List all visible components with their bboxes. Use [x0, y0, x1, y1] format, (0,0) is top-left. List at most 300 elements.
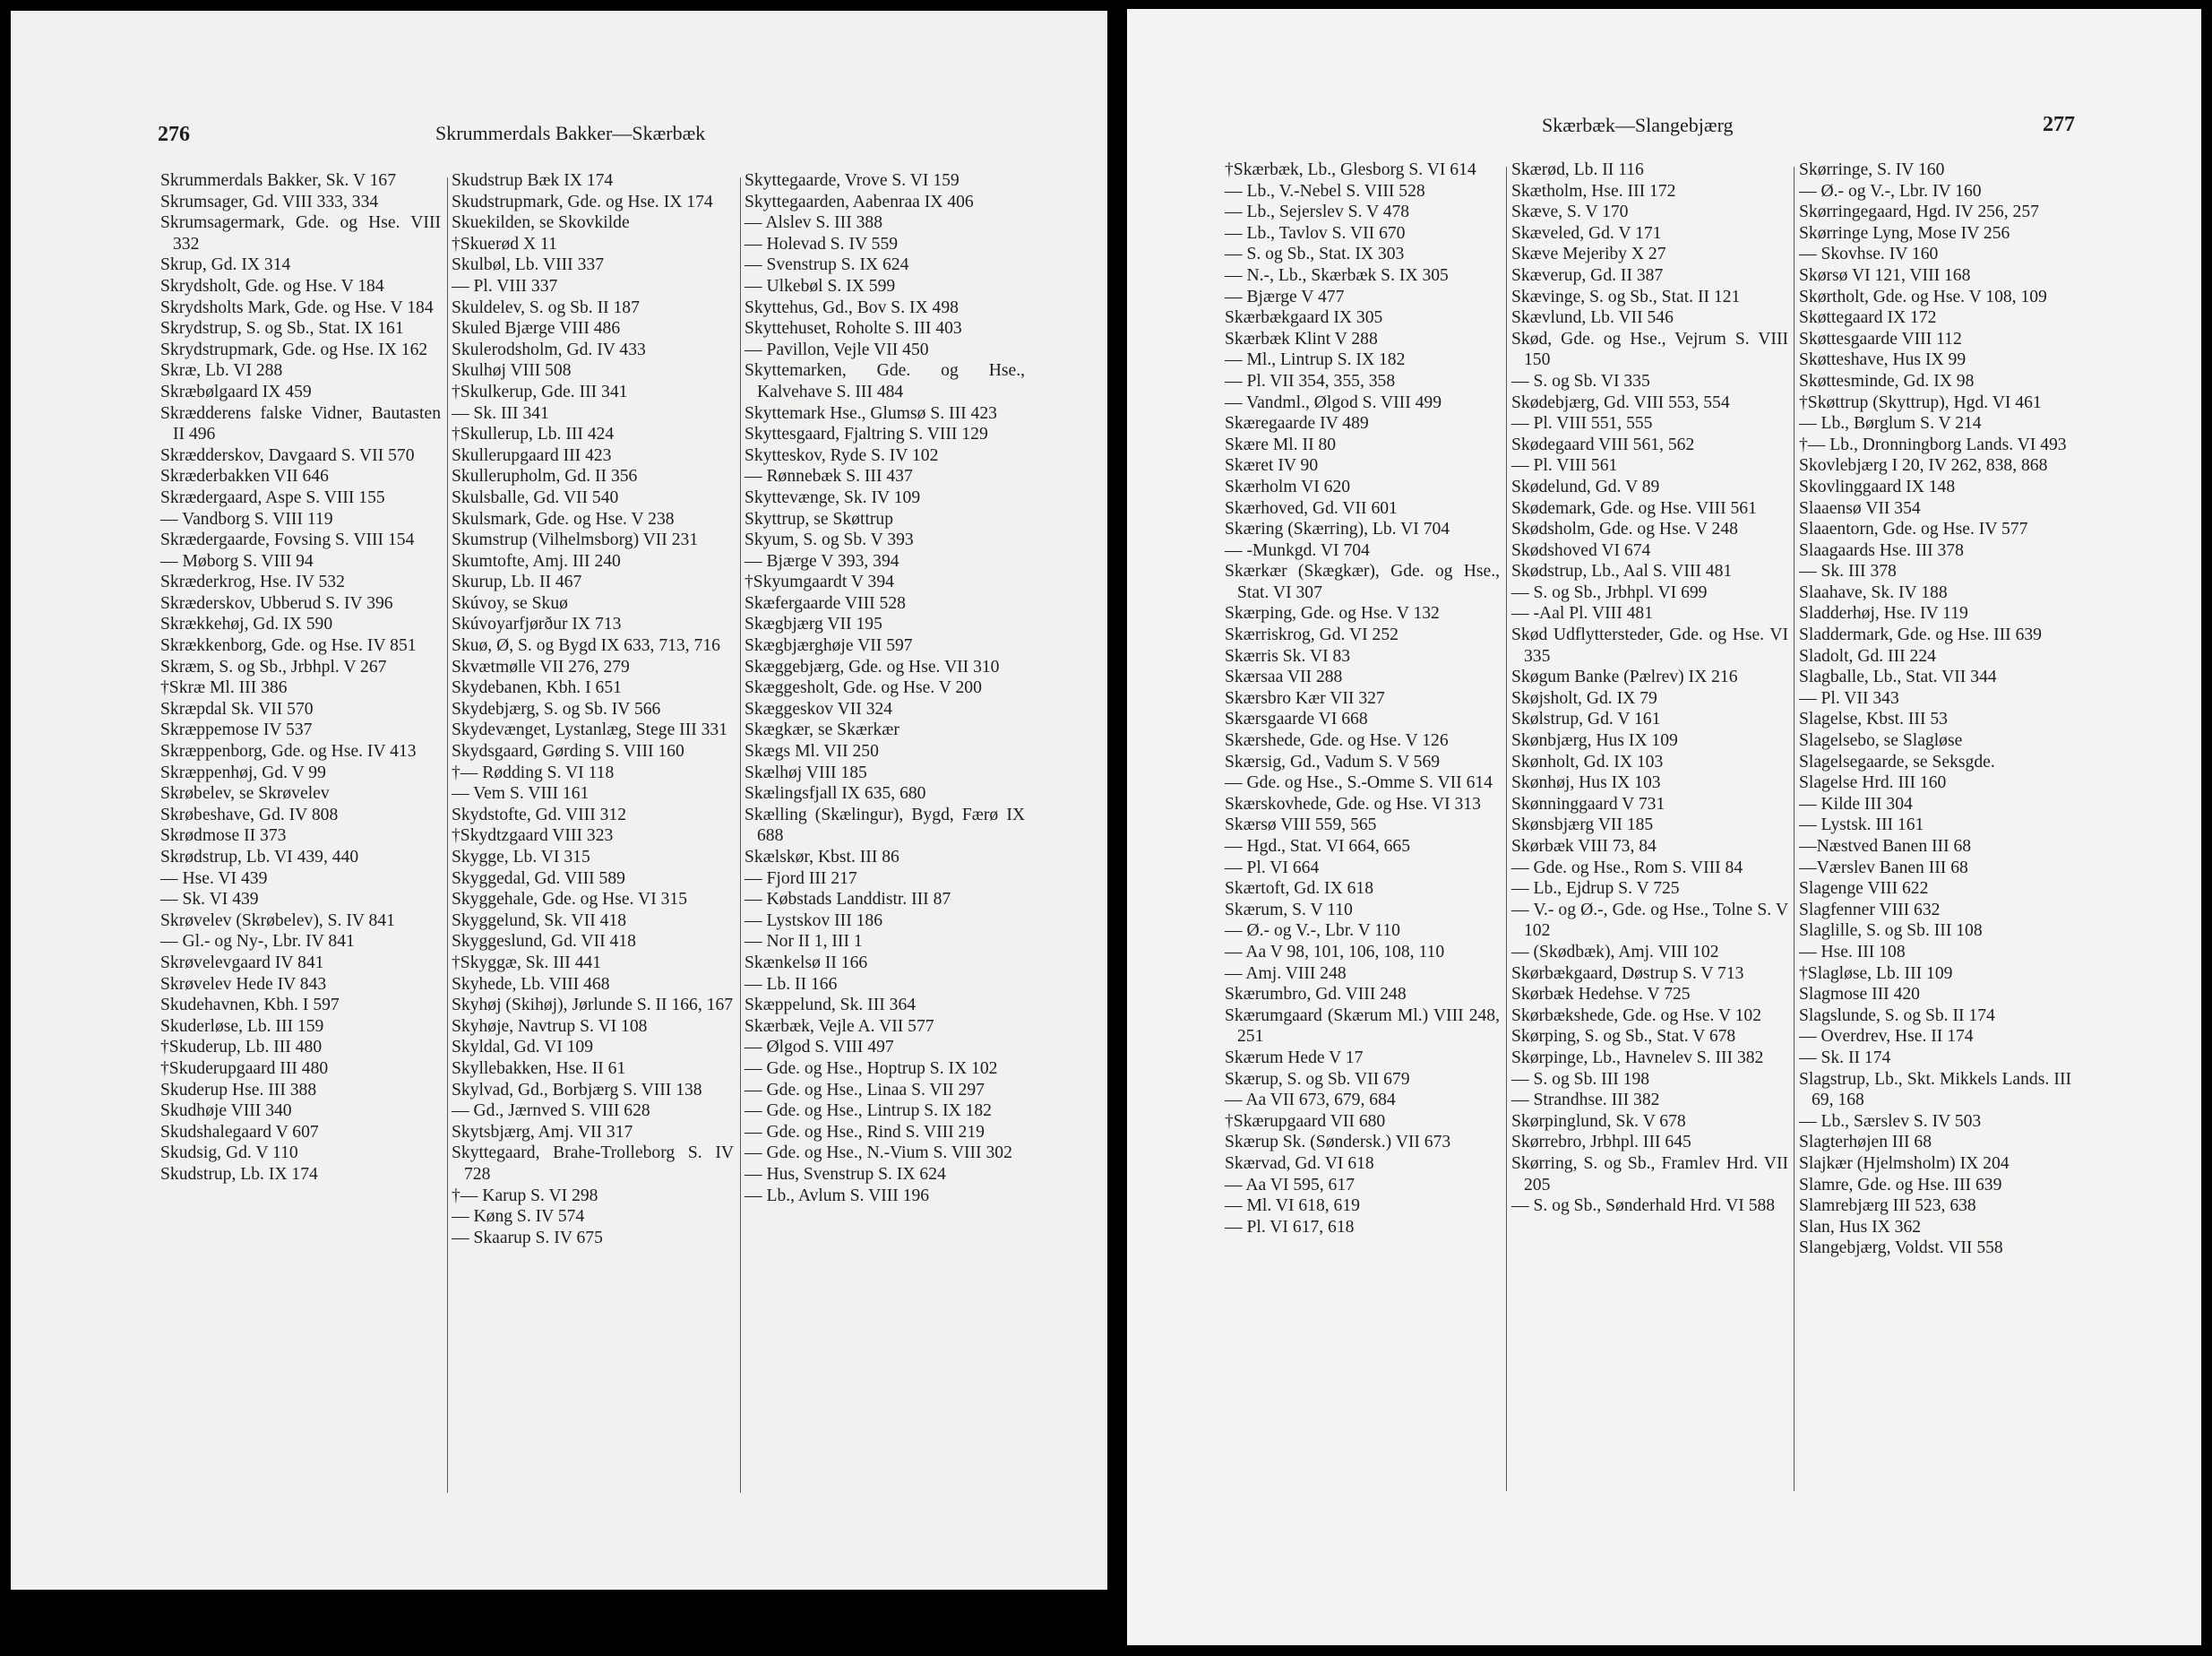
- index-entry: Skræ, Lb. VI 288: [160, 361, 283, 381]
- index-entry: Slangebjærg, Voldst. VII 558: [1799, 1238, 2003, 1258]
- index-entry: Skúvoyarfjørður IX 713: [452, 615, 622, 634]
- index-entry: — Gl.- og Ny-, Lbr. IV 841: [160, 932, 355, 952]
- index-entry: Skæregaarde IV 489: [1225, 414, 1369, 434]
- index-entry: Skørbækshede, Gde. og Hse. V 102: [1511, 1005, 1762, 1025]
- index-entry: Skrædderens falske Vidner, Bautasten II 496: [160, 403, 441, 444]
- column-rule: [1506, 167, 1507, 1491]
- index-entry: Skullerupgaard III 423: [452, 445, 612, 465]
- index-entry: Slagmose III 420: [1799, 985, 1920, 1005]
- index-entry: Slaaensø VII 354: [1799, 498, 1921, 518]
- index-entry: Skøttegaard IX 172: [1799, 308, 1937, 328]
- index-entry: Skyttesgaard, Fjaltring S. VIII 129: [745, 425, 988, 444]
- index-entry: Skræppenhøj, Gd. V 99: [160, 763, 326, 782]
- index-entry: Skræbølgaard IX 459: [160, 382, 312, 401]
- index-entry: †Skulkerup, Gde. III 341: [452, 382, 628, 401]
- index-entry: Skærping, Gde. og Hse. V 132: [1225, 604, 1440, 624]
- index-entry: Slagfenner VIII 632: [1799, 900, 1941, 919]
- index-entry: — Pl. VIII 561: [1511, 456, 1618, 476]
- index-entry: — Pl. VIII 337: [452, 276, 558, 296]
- index-entry: — -Munkgd. VI 704: [1225, 540, 1370, 560]
- index-entry: Skræpdal Sk. VII 570: [160, 699, 314, 719]
- index-entry: Skælling (Skælingur), Bygd, Færø IX 688: [745, 805, 1025, 846]
- index-entry: Sladdermark, Gde. og Hse. III 639: [1799, 625, 2042, 645]
- index-entry: Skønhøj, Hus IX 103: [1511, 773, 1661, 793]
- index-entry: Skrydstrupmark, Gde. og Hse. IX 162: [160, 340, 428, 359]
- index-entry: Slamrebjærg III 523, 638: [1799, 1196, 1976, 1216]
- index-entry: Skuldelev, S. og Sb. II 187: [452, 298, 640, 317]
- index-entry: Skrøvelev (Skrøbelev), S. IV 841: [160, 910, 395, 930]
- index-entry: Skydebanen, Kbh. I 651: [452, 678, 622, 698]
- index-entry: †— Lb., Dronningborg Lands. VI 493: [1799, 435, 2067, 454]
- index-entry: †Skærbæk, Lb., Glesborg S. VI 614: [1225, 160, 1476, 179]
- index-entry: Skumtofte, Amj. III 240: [452, 551, 621, 571]
- index-entry: Skærumgaard (Skærum Ml.) VIII 248, 251: [1225, 1005, 1500, 1047]
- index-column-2: [1511, 160, 1788, 1217]
- index-entry: Skøttesminde, Gd. IX 98: [1799, 371, 1975, 391]
- index-entry: Skuderløse, Lb. III 159: [160, 1016, 324, 1036]
- index-entry: †Skærupgaard VII 680: [1225, 1111, 1386, 1131]
- column-rule: [447, 177, 448, 1493]
- index-entry: Skrøbeshave, Gd. IV 808: [160, 805, 339, 824]
- index-entry: Slaglille, S. og Sb. III 108: [1799, 921, 1983, 941]
- index-entry: — Gde. og Hse., Hoptrup S. IX 102: [745, 1058, 998, 1078]
- index-entry: Skræppenborg, Gde. og Hse. IV 413: [160, 742, 417, 762]
- index-entry: Skærsbro Kær VII 327: [1225, 688, 1385, 708]
- index-entry: Skøttesgaarde VIII 112: [1799, 329, 1962, 349]
- index-entry: Sladderhøj, Hse. IV 119: [1799, 604, 1968, 624]
- index-entry: Skærsig, Gd., Vadum S. V 569: [1225, 752, 1441, 772]
- index-entry: Skød Udflyttersteder, Gde. og Hse. VI 335: [1511, 625, 1788, 666]
- index-entry: Skrumsager, Gd. VIII 333, 334: [160, 192, 379, 211]
- index-entry: Skølstrup, Gd. V 161: [1511, 710, 1661, 729]
- index-entry: Slaaentorn, Gde. og Hse. IV 577: [1799, 520, 2028, 539]
- index-entry: Skrækkenborg, Gde. og Hse. IV 851: [160, 636, 417, 656]
- index-entry: — Lb., Ejdrup S. V 725: [1511, 879, 1680, 899]
- index-entry: †Skyumgaardt V 394: [745, 573, 894, 592]
- index-entry: Skønbjærg, Hus IX 109: [1511, 731, 1678, 751]
- index-entry: †Skuerød X 11: [452, 234, 557, 254]
- index-entry: Skyttehus, Gd., Bov S. IX 498: [745, 298, 959, 317]
- index-entry: Skægbjærghøje VII 597: [745, 636, 913, 656]
- index-entry: Skytteskov, Ryde S. IV 102: [745, 445, 939, 465]
- index-entry: — Skaarup S. IV 675: [452, 1228, 603, 1247]
- index-entry: — Vandborg S. VIII 119: [160, 509, 333, 529]
- index-entry: — Gde. og Hse., Rom S. VIII 84: [1511, 858, 1743, 877]
- index-entry: Skørpinglund, Sk. V 678: [1511, 1111, 1686, 1131]
- index-entry: Skærkær (Skægkær), Gde. og Hse., Stat. VI 307: [1225, 562, 1500, 602]
- index-entry: Skærtoft, Gd. IX 618: [1225, 879, 1374, 899]
- index-entry: †Skræ Ml. III 386: [160, 678, 288, 698]
- index-entry: Skyllebakken, Hse. II 61: [452, 1058, 626, 1078]
- index-entry: Skærriskrog, Gd. VI 252: [1225, 625, 1399, 645]
- index-entry: — Sk. III 341: [452, 403, 549, 423]
- index-entry: — Lb., Tavlov S. VII 670: [1225, 223, 1406, 243]
- index-entry: Skydstofte, Gd. VIII 312: [452, 805, 627, 824]
- index-entry: Skødebjærg, Gd. VIII 553, 554: [1511, 392, 1730, 412]
- index-entry: Skærskovhede, Gde. og Hse. VI 313: [1225, 794, 1481, 814]
- index-entry: — Pl. VII 343: [1799, 688, 1899, 708]
- index-entry: Skrydsholts Mark, Gde. og Hse. V 184: [160, 298, 434, 317]
- index-entry: — Holevad S. IV 559: [745, 234, 899, 254]
- index-entry: Skrøvelev Hede IV 843: [160, 974, 327, 994]
- index-entry: Skrædergaarde, Fovsing S. VIII 154: [160, 530, 415, 550]
- index-column-3: [1799, 160, 2071, 1259]
- index-entry: — Køng S. IV 574: [452, 1207, 585, 1227]
- index-entry: †— Rødding S. VI 118: [452, 763, 615, 782]
- index-entry: Skrødstrup, Lb. VI 439, 440: [160, 848, 359, 867]
- index-entry: Skrydsholt, Gde. og Hse. V 184: [160, 276, 384, 296]
- index-entry: Skærsaa VII 288: [1225, 668, 1343, 687]
- index-entry: Skudstrup, Lb. IX 174: [160, 1164, 318, 1184]
- index-entry: Skærholm VI 620: [1225, 477, 1351, 496]
- index-entry: Skødegaard VIII 561, 562: [1511, 435, 1695, 454]
- index-entry: Skudstrup Bæk IX 174: [452, 171, 614, 190]
- index-entry: Sladolt, Gd. III 224: [1799, 646, 1936, 666]
- index-entry: Skyhede, Lb. VIII 468: [452, 974, 610, 994]
- index-entry: — Lb., Børglum S. V 214: [1799, 414, 1982, 434]
- index-entry: Skudstrupmark, Gde. og Hse. IX 174: [452, 192, 713, 211]
- index-entry: — Alslev S. III 388: [745, 213, 883, 233]
- index-entry: —Næstved Banen III 68: [1799, 837, 1972, 856]
- index-entry: Skægs Ml. VII 250: [745, 742, 879, 762]
- index-entry: Skæggebjærg, Gde. og Hse. VII 310: [745, 657, 1000, 677]
- index-entry: Skørringe Lyng, Mose IV 256: [1799, 223, 2010, 243]
- index-entry: Skrup, Gd. IX 314: [160, 255, 291, 275]
- index-entry: Skvætmølle VII 276, 279: [452, 657, 630, 677]
- index-entry: — Amj. VIII 248: [1225, 963, 1347, 983]
- index-entry: Skumstrup (Vilhelmsborg) VII 231: [452, 530, 699, 550]
- index-entry: — Lb., V.-Nebel S. VIII 528: [1225, 181, 1425, 201]
- index-entry: Skæret IV 90: [1225, 456, 1319, 476]
- index-entry: Skørrebro, Jrbhpl. III 645: [1511, 1133, 1691, 1152]
- index-column-1: [1225, 160, 1500, 1238]
- index-entry: Skullerupholm, Gd. II 356: [452, 467, 638, 487]
- index-entry: — Ml. VI 618, 619: [1225, 1196, 1360, 1216]
- index-entry: Skørbæk VIII 73, 84: [1511, 837, 1657, 856]
- index-entry: †Skøttrup (Skyttrup), Hgd. VI 461: [1799, 392, 2042, 412]
- index-entry: Skæve, S. V 170: [1511, 203, 1629, 222]
- index-entry: Skrædergaard, Aspe S. VIII 155: [160, 487, 385, 507]
- index-entry: Skyttemarken, Gde. og Hse., Kalvehave S. III 484: [745, 361, 1025, 401]
- index-entry: Skørringe, S. IV 160: [1799, 160, 1945, 179]
- index-entry: Slamre, Gde. og Hse. III 639: [1799, 1175, 2002, 1195]
- index-entry: Skærup Sk. (Søndersk.) VII 673: [1225, 1133, 1451, 1152]
- index-entry: Skørping, S. og Sb., Stat. V 678: [1511, 1027, 1736, 1047]
- index-entry: Slagelse Hrd. III 160: [1799, 773, 1947, 793]
- index-entry: Slagelsegaarde, se Seksgde.: [1799, 752, 1995, 772]
- index-entry: Skæggesholt, Gde. og Hse. V 200: [745, 678, 982, 698]
- index-entry: Skyttevænge, Sk. IV 109: [745, 487, 921, 507]
- index-entry: Skyttrup, se Skøttrup: [745, 509, 894, 529]
- index-entry: Skønsbjærg VII 185: [1511, 815, 1654, 835]
- index-entry: Skæppelund, Sk. III 364: [745, 996, 917, 1015]
- index-entry: Skuekilden, se Skovkilde: [452, 213, 630, 233]
- index-entry: Slaahave, Sk. IV 188: [1799, 582, 1948, 602]
- index-entry: — Købstads Landdistr. III 87: [745, 890, 951, 910]
- index-entry: Skræderskov, Ubberud S. IV 396: [160, 593, 393, 613]
- index-entry: Skudsig, Gd. V 110: [160, 1143, 298, 1163]
- index-entry: Skræppemose IV 537: [160, 720, 313, 740]
- index-entry: Skærsø VIII 559, 565: [1225, 815, 1377, 835]
- index-entry: Skrydstrup, S. og Sb., Stat. IX 161: [160, 319, 404, 339]
- index-entry: — Pavillon, Vejle VII 450: [745, 340, 929, 359]
- index-entry: Skæfergaarde VIII 528: [745, 593, 906, 613]
- index-entry: — Overdrev, Hse. II 174: [1799, 1027, 1974, 1047]
- right-page: [1127, 9, 2201, 1645]
- index-entry: Skrumsagermark, Gde. og Hse. VIII 332: [160, 213, 441, 254]
- index-entry: — Svenstrup S. IX 624: [745, 255, 909, 275]
- index-entry: Slagelsebo, se Slagløse: [1799, 731, 1963, 751]
- index-entry: Skælingsfjall IX 635, 680: [745, 784, 926, 804]
- index-entry: †Skuderup, Lb. III 480: [160, 1038, 323, 1057]
- index-entry: — Bjærge V 477: [1225, 287, 1345, 306]
- index-entry: Skæveled, Gd. V 171: [1511, 223, 1662, 243]
- index-entry: Skuø, Ø, S. og Bygd IX 633, 713, 716: [452, 636, 720, 656]
- index-entry: Skrødmose II 373: [160, 826, 287, 846]
- index-entry: Skrækkehøj, Gd. IX 590: [160, 615, 333, 634]
- index-entry: Skære Ml. II 80: [1225, 435, 1337, 454]
- index-entry: Skæggeskov VII 324: [745, 699, 893, 719]
- index-entry: — S. og Sb. III 198: [1511, 1069, 1650, 1089]
- index-entry: Skyhøj (Skihøj), Jørlunde S. II 166, 167: [452, 996, 734, 1015]
- index-entry: Skærbæk Klint V 288: [1225, 329, 1378, 349]
- index-entry: Skyldal, Gd. VI 109: [452, 1038, 594, 1057]
- index-entry: Skærhoved, Gd. VII 601: [1225, 498, 1398, 518]
- index-entry: Skyggelund, Sk. VII 418: [452, 910, 627, 930]
- index-entry: — (Skødbæk), Amj. VIII 102: [1511, 942, 1719, 962]
- index-entry: Skærshede, Gde. og Hse. V 126: [1225, 731, 1449, 751]
- index-entry: — Ø.- og V.-, Lbr. IV 160: [1799, 181, 1982, 201]
- index-entry: Skylvad, Gd., Borbjærg S. VIII 138: [452, 1080, 702, 1100]
- index-entry: — Lystskov III 186: [745, 910, 883, 930]
- left-page: [11, 11, 1107, 1590]
- index-entry: Skyum, S. og Sb. V 393: [745, 530, 914, 550]
- index-entry: — Vem S. VIII 161: [452, 784, 590, 804]
- index-entry: — Lb., Sejerslev S. V 478: [1225, 203, 1410, 222]
- index-entry: Skærum, S. V 110: [1225, 900, 1353, 919]
- index-entry: Skræderbakken VII 646: [160, 467, 329, 487]
- index-entry: Skøgum Banke (Pælrev) IX 216: [1511, 668, 1738, 687]
- index-entry: Skævinge, S. og Sb., Stat. II 121: [1511, 287, 1741, 306]
- index-entry: Skæring (Skærring), Lb. VI 704: [1225, 520, 1450, 539]
- index-entry: Skærbæk, Vejle A. VII 577: [745, 1016, 934, 1036]
- running-head: Skærbæk—Slangebjærg: [1542, 114, 1734, 136]
- index-entry: — Pl. VII 354, 355, 358: [1225, 371, 1396, 391]
- index-entry: —Værslev Banen III 68: [1799, 858, 1968, 877]
- index-entry: — S. og Sb. VI 335: [1511, 371, 1650, 391]
- index-entry: — -Aal Pl. VIII 481: [1511, 604, 1654, 624]
- index-entry: — Ulkebøl S. IX 599: [745, 276, 896, 296]
- index-entry: — Hse. III 108: [1799, 942, 1906, 962]
- index-entry: Skørring, S. og Sb., Framlev Hrd. VII 205: [1511, 1153, 1788, 1195]
- index-entry: Skælskør, Kbst. III 86: [745, 848, 899, 867]
- index-entry: Skygge, Lb. VI 315: [452, 848, 590, 867]
- index-entry: — Hgd., Stat. VI 664, 665: [1225, 837, 1411, 856]
- index-entry: — Aa V 98, 101, 106, 108, 110: [1225, 942, 1445, 962]
- index-entry: Slan, Hus IX 362: [1799, 1217, 1922, 1237]
- index-entry: Skødstrup, Lb., Aal S. VIII 481: [1511, 562, 1733, 582]
- index-entry: — Pl. VIII 551, 555: [1511, 414, 1653, 434]
- index-entry: †Skuderupgaard III 480: [160, 1058, 329, 1078]
- index-entry: Slagslunde, S. og Sb. II 174: [1799, 1005, 1995, 1025]
- index-entry: — S. og Sb., Jrbhpl. VI 699: [1511, 582, 1708, 602]
- index-entry: — Fjord III 217: [745, 868, 857, 888]
- index-entry: Skødshoved VI 674: [1511, 540, 1651, 560]
- index-entry: Skræm, S. og Sb., Jrbhpl. V 267: [160, 657, 387, 677]
- index-entry: — Lb., Særslev S. IV 503: [1799, 1111, 1982, 1131]
- index-entry: Skød, Gde. og Hse., Vejrum S. VIII 150: [1511, 329, 1788, 370]
- index-entry: Slajkær (Hjelmsholm) IX 204: [1799, 1153, 2010, 1173]
- index-entry: Skyggedal, Gd. VIII 589: [452, 868, 625, 888]
- index-entry: Skulsmark, Gde. og Hse. V 238: [452, 509, 675, 529]
- index-entry: — Hse. VI 439: [160, 868, 268, 888]
- index-entry: — Pl. VI 664: [1225, 858, 1320, 877]
- index-entry: †Skyggæ, Sk. III 441: [452, 953, 602, 972]
- index-entry: Skydevænget, Lystanlæg, Stege III 331: [452, 720, 728, 740]
- index-column-1: [160, 170, 441, 1186]
- index-entry: — Møborg S. VIII 94: [160, 551, 314, 571]
- index-entry: — Aa VI 595, 617: [1225, 1175, 1355, 1195]
- index-entry: — Vandml., Ølgod S. VIII 499: [1225, 392, 1442, 412]
- index-entry: — V.- og Ø.-, Gde. og Hse., Tolne S. V 102: [1511, 900, 1788, 941]
- index-entry: Skødemark, Gde. og Hse. VIII 561: [1511, 498, 1757, 518]
- index-entry: Skælhøj VIII 185: [745, 763, 867, 782]
- index-entry: Slagstrup, Lb., Skt. Mikkels Lands. III 69, 168: [1799, 1069, 2071, 1110]
- index-entry: Skærvad, Gd. VI 618: [1225, 1153, 1374, 1173]
- index-entry: Skyggehale, Gde. og Hse. VI 315: [452, 890, 688, 910]
- index-entry: Skødsholm, Gde. og Hse. V 248: [1511, 520, 1738, 539]
- index-entry: — Rønnebæk S. III 437: [745, 467, 913, 487]
- index-column-2: [452, 170, 734, 1248]
- index-entry: — Ø.- og V.-, Lbr. V 110: [1225, 921, 1400, 941]
- index-entry: — Ølgod S. VIII 497: [745, 1038, 894, 1057]
- index-entry: — Lystsk. III 161: [1799, 815, 1924, 835]
- index-entry: †Slagløse, Lb. III 109: [1799, 963, 1953, 983]
- index-entry: Skævlund, Lb. VII 546: [1511, 308, 1674, 328]
- index-entry: — N.-, Lb., Skærbæk S. IX 305: [1225, 265, 1449, 285]
- index-entry: Skæverup, Gd. II 387: [1511, 265, 1664, 285]
- index-entry: Skuled Bjærge VIII 486: [452, 319, 621, 339]
- index-entry: — Hus, Svenstrup S. IX 624: [745, 1164, 946, 1184]
- index-entry: — Aa VII 673, 679, 684: [1225, 1091, 1396, 1110]
- index-entry: — Lb. II 166: [745, 974, 838, 994]
- index-entry: Skudhøje VIII 340: [160, 1101, 292, 1121]
- index-entry: Skræderkrog, Hse. IV 532: [160, 573, 345, 592]
- index-entry: — Gde. og Hse., Linaa S. VII 297: [745, 1080, 985, 1100]
- index-entry: Slagenge VIII 622: [1799, 879, 1929, 899]
- index-entry: — Sk. III 378: [1799, 562, 1897, 582]
- index-entry: Skørbæk Hedehse. V 725: [1511, 985, 1691, 1005]
- index-entry: Skrædderskov, Davgaard S. VII 570: [160, 445, 415, 465]
- index-entry: Skurup, Lb. II 467: [452, 573, 582, 592]
- index-entry: — Gde. og Hse., Lintrup S. IX 182: [745, 1101, 992, 1121]
- index-column-3: [745, 170, 1025, 1206]
- index-entry: — Gde. og Hse., Rind S. VIII 219: [745, 1122, 985, 1142]
- index-entry: Skydebjærg, S. og Sb. IV 566: [452, 699, 661, 719]
- index-entry: Skærbækgaard IX 305: [1225, 308, 1383, 328]
- index-entry: Skovlebjærg I 20, IV 262, 838, 868: [1799, 456, 2048, 476]
- index-entry: — Gd., Jærnved S. VIII 628: [452, 1101, 650, 1121]
- index-entry: Skudehavnen, Kbh. I 597: [160, 996, 340, 1015]
- index-entry: Slagballe, Lb., Stat. VII 344: [1799, 668, 1997, 687]
- index-entry: — Bjærge V 393, 394: [745, 551, 899, 571]
- index-entry: — Pl. VI 617, 618: [1225, 1217, 1355, 1237]
- index-entry: Skærsgaarde VI 668: [1225, 710, 1368, 729]
- index-entry: Skæve Mejeriby X 27: [1511, 245, 1666, 264]
- index-entry: — Ml., Lintrup S. IX 182: [1225, 350, 1406, 370]
- index-entry: — Skovhse. IV 160: [1799, 245, 1939, 264]
- index-entry: Skydsgaard, Gørding S. VIII 160: [452, 742, 684, 762]
- index-entry: Slagelse, Kbst. III 53: [1799, 710, 1948, 729]
- index-entry: Skørsø VI 121, VIII 168: [1799, 265, 1971, 285]
- index-entry: Skætholm, Hse. III 172: [1511, 181, 1676, 201]
- index-entry: Skovlinggaard IX 148: [1799, 477, 1956, 496]
- index-entry: — Kilde III 304: [1799, 794, 1913, 814]
- index-entry: — Sk. II 174: [1799, 1048, 1891, 1067]
- index-entry: — S. og Sb., Sønderhald Hrd. VI 588: [1511, 1196, 1776, 1216]
- index-entry: Skyttehuset, Roholte S. III 403: [745, 319, 962, 339]
- index-entry: Skyttegaarde, Vrove S. VI 159: [745, 171, 960, 190]
- index-entry: †Skullerup, Lb. III 424: [452, 425, 615, 444]
- index-entry: Skægkær, se Skærkær: [745, 720, 899, 740]
- index-entry: — Strandhse. III 382: [1511, 1091, 1660, 1110]
- running-head: Skrummerdals Bakker—Skærbæk: [435, 122, 706, 144]
- index-entry: Skørbækgaard, Døstrup S. V 713: [1511, 963, 1744, 983]
- index-entry: Skyggeslund, Gd. VII 418: [452, 932, 636, 952]
- index-entry: Skørpinge, Lb., Havnelev S. III 382: [1511, 1048, 1764, 1067]
- index-entry: Skrøbelev, se Skrøvelev: [160, 784, 330, 804]
- column-rule: [740, 177, 741, 1493]
- index-entry: Skøtteshave, Hus IX 99: [1799, 350, 1967, 370]
- index-entry: Skænkelsø II 166: [745, 953, 868, 972]
- index-entry: †— Karup S. VI 298: [452, 1186, 598, 1205]
- index-entry: Skyttegaard, Brahe-Trolleborg S. IV 728: [452, 1143, 734, 1184]
- index-entry: Skyttemark Hse., Glumsø S. III 423: [745, 403, 997, 423]
- index-entry: Skærumbro, Gd. VIII 248: [1225, 985, 1407, 1005]
- index-entry: Skyttegaarden, Aabenraa IX 406: [745, 192, 974, 211]
- index-entry: Skulbøl, Lb. VIII 337: [452, 255, 604, 275]
- index-entry: Skødelund, Gd. V 89: [1511, 477, 1660, 496]
- index-entry: Skærup, S. og Sb. VII 679: [1225, 1069, 1410, 1089]
- index-entry: Skøjsholt, Gd. IX 79: [1511, 688, 1657, 708]
- page-number: 276: [158, 123, 190, 146]
- index-entry: — Gde. og Hse., N.-Vium S. VIII 302: [745, 1143, 1012, 1163]
- index-entry: Skudshalegaard V 607: [160, 1122, 319, 1142]
- column-rule: [1794, 167, 1795, 1491]
- index-entry: Slaagaards Hse. III 378: [1799, 540, 1964, 560]
- index-entry: Skærris Sk. VI 83: [1225, 646, 1351, 666]
- index-entry: Skuderup Hse. III 388: [160, 1080, 317, 1100]
- index-entry: Skytsbjærg, Amj. VII 317: [452, 1122, 633, 1142]
- index-entry: Skulhøj VIII 508: [452, 361, 572, 381]
- index-entry: Skørtholt, Gde. og Hse. V 108, 109: [1799, 287, 2047, 306]
- index-entry: — Lb., Avlum S. VIII 196: [745, 1186, 930, 1205]
- index-entry: Skrøvelevgaard IV 841: [160, 953, 324, 972]
- index-entry: — Sk. VI 439: [160, 890, 259, 910]
- index-entry: Skørringegaard, Hgd. IV 256, 257: [1799, 203, 2039, 222]
- index-entry: Slagterhøjen III 68: [1799, 1133, 1932, 1152]
- index-entry: Skúvoy, se Skuø: [452, 593, 568, 613]
- index-entry: Skrummerdals Bakker, Sk. V 167: [160, 171, 396, 190]
- index-entry: Skærum Hede V 17: [1225, 1048, 1364, 1067]
- index-entry: Skægbjærg VII 195: [745, 615, 882, 634]
- index-entry: — S. og Sb., Stat. IX 303: [1225, 245, 1405, 264]
- index-entry: Skyhøje, Navtrup S. VI 108: [452, 1016, 648, 1036]
- index-entry: — Nor II 1, III 1: [745, 932, 863, 952]
- index-entry: Skønholt, Gd. IX 103: [1511, 752, 1664, 772]
- index-entry: — Gde. og Hse., S.-Omme S. VII 614: [1225, 773, 1493, 793]
- index-entry: †Skydtzgaard VIII 323: [452, 826, 614, 846]
